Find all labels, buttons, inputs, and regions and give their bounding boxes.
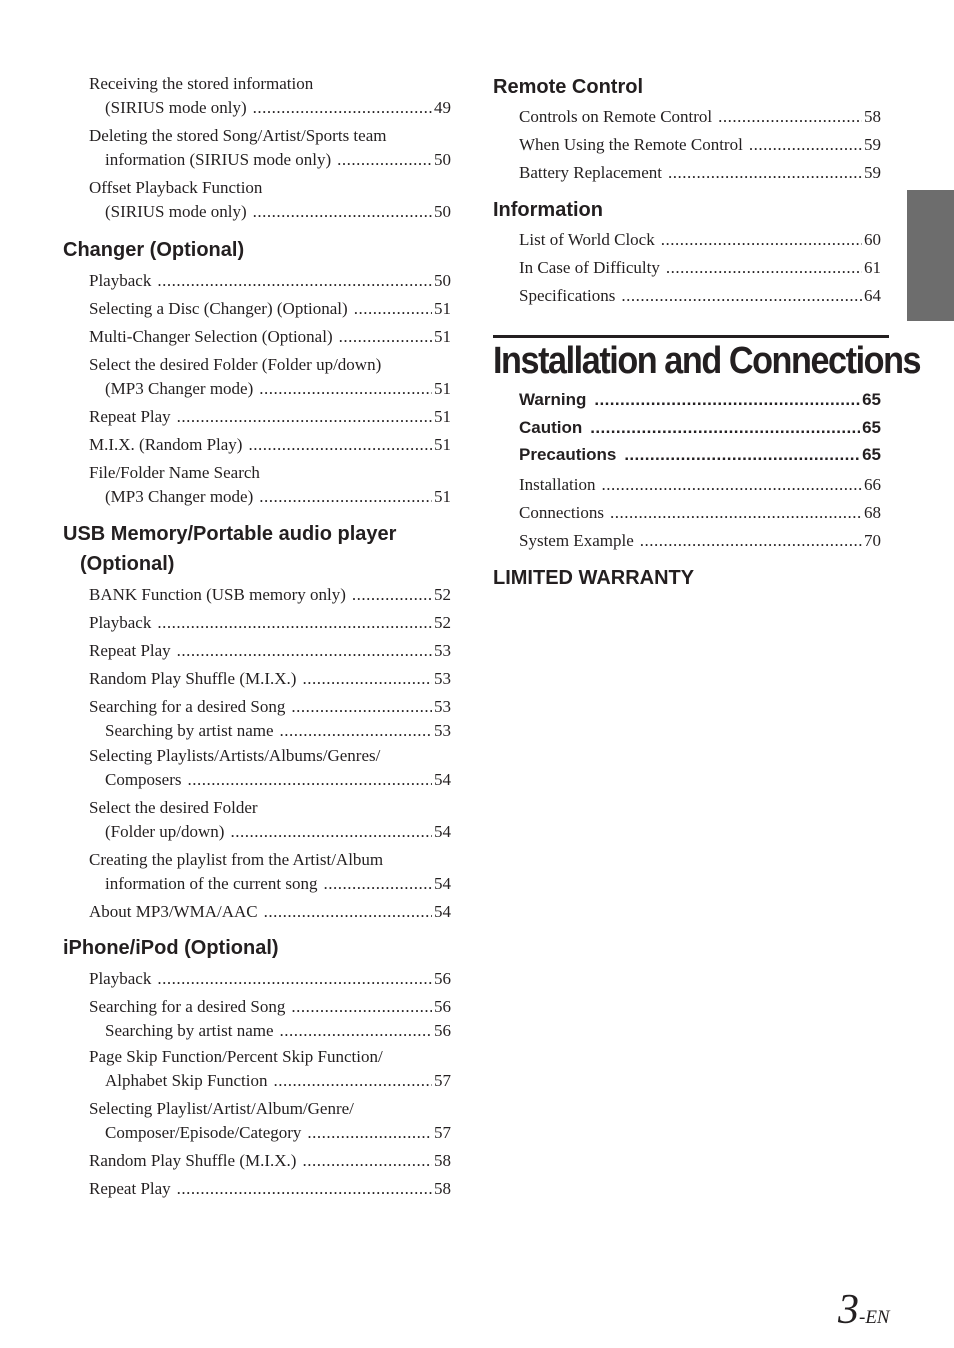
toc-entry-text: Searching by artist name	[105, 1021, 274, 1040]
toc-entry-bold[interactable]	[493, 441, 881, 469]
toc-entry-text: Repeat Play	[89, 641, 171, 660]
dot-leader	[177, 1177, 432, 1201]
toc-entry-text: (SIRIUS mode only)	[105, 98, 247, 117]
page-ref: 57	[434, 1123, 451, 1142]
page-ref: 64	[864, 286, 881, 305]
dot-leader	[640, 529, 862, 553]
toc-entry-text: System Example	[519, 530, 634, 550]
dot-leader	[601, 473, 862, 497]
toc-entry-text: When Using the Remote Control	[519, 135, 743, 154]
toc-entry[interactable]	[63, 695, 451, 743]
toc-entry[interactable]	[63, 796, 451, 844]
page-ref: 50	[434, 150, 451, 169]
dot-leader	[307, 1121, 432, 1145]
dot-leader	[280, 719, 432, 743]
page-ref: 53	[434, 669, 451, 688]
toc-entry[interactable]	[63, 1045, 451, 1093]
toc-entry-text: information (SIRIUS mode only)	[105, 150, 332, 169]
page-ref: 54	[434, 822, 451, 841]
toc-entry-text: Repeat Play	[89, 1179, 171, 1198]
toc-right-column	[493, 72, 921, 593]
toc-entry[interactable]	[63, 176, 451, 224]
toc-entry[interactable]	[493, 228, 881, 252]
toc-entry-bold[interactable]	[493, 386, 881, 414]
dot-leader	[177, 639, 432, 663]
toc-entry-text: Alphabet Skip Function	[105, 1071, 268, 1090]
toc-entry[interactable]	[63, 900, 451, 924]
page-ref: 56	[434, 997, 451, 1016]
toc-entry-text: Random Play Shuffle (M.I.X.)	[89, 669, 297, 688]
dot-leader	[302, 667, 432, 691]
toc-entry[interactable]	[63, 461, 451, 509]
toc-entry-text: Controls on Remote Control	[519, 107, 713, 126]
dot-leader	[253, 200, 432, 224]
section-title-warranty: LIMITED WARRANTY	[493, 566, 695, 589]
dot-leader	[253, 96, 432, 120]
toc-entry[interactable]	[63, 967, 451, 991]
page-ref: 53	[434, 697, 451, 716]
page-ref: 51	[434, 407, 451, 426]
section-title-changer: Changer (Optional)	[63, 239, 245, 261]
dot-leader	[188, 768, 433, 792]
toc-entry-text: About MP3/WMA/AAC	[89, 902, 258, 921]
page-ref: 65	[862, 390, 881, 409]
chapter-side-tab	[907, 190, 954, 321]
dot-leader	[264, 900, 432, 924]
page-ref: 51	[434, 435, 451, 454]
dot-leader	[666, 256, 862, 280]
dot-leader	[718, 105, 862, 129]
chapter-title-installation: Installation and Connections	[493, 340, 921, 382]
toc-entry-text: In Case of Difficulty	[519, 258, 660, 277]
toc-entry-text: (Folder up/down)	[105, 822, 225, 841]
dot-leader	[230, 820, 432, 844]
page-ref: 56	[434, 1021, 451, 1040]
toc-entry-text: Receiving the stored information	[89, 74, 314, 93]
toc-entry[interactable]	[63, 124, 451, 172]
toc-subentry[interactable]	[89, 1019, 451, 1043]
dot-leader	[302, 1149, 432, 1173]
page-ref: 51	[434, 487, 451, 506]
page-ref: 66	[864, 474, 881, 494]
page-ref: 52	[434, 613, 451, 632]
toc-entry[interactable]	[63, 1177, 451, 1201]
section-ipod-entries	[63, 967, 451, 1201]
toc-entry-bold[interactable]	[493, 414, 881, 442]
toc-entry-text: Playback	[89, 969, 152, 988]
dot-leader	[352, 583, 432, 607]
dot-leader	[339, 325, 432, 349]
dot-leader	[291, 995, 432, 1019]
page-ref: 56	[434, 969, 451, 988]
toc-entry[interactable]	[493, 105, 881, 129]
page-ref: 50	[434, 202, 451, 221]
toc-entry-text: Installation	[519, 474, 596, 494]
toc-entry[interactable]	[63, 583, 451, 607]
toc-entry[interactable]	[63, 269, 451, 293]
toc-entry-text: Deleting the stored Song/Artist/Sports team	[89, 126, 387, 145]
toc-entry[interactable]	[63, 72, 451, 120]
toc-entry-text: Page Skip Function/Percent Skip Function/	[89, 1047, 383, 1066]
page-ref: 53	[434, 721, 451, 740]
dot-leader	[668, 161, 862, 185]
page-ref: 68	[864, 502, 881, 522]
page-ref: 51	[434, 327, 451, 346]
toc-entry[interactable]	[63, 744, 451, 792]
section-information-entries	[493, 228, 881, 308]
toc-entry-text: Searching for a desired Song	[89, 697, 286, 716]
toc-entry[interactable]	[493, 256, 881, 280]
toc-entry-text: Battery Replacement	[519, 163, 663, 182]
toc-entry-text: Creating the playlist from the Artist/Album	[89, 850, 384, 869]
toc-entry-text: information of the current song	[105, 874, 318, 893]
toc-subentry[interactable]	[89, 719, 451, 743]
dot-leader	[590, 414, 860, 442]
toc-entry-text: Composer/Episode/Category	[105, 1123, 302, 1142]
toc-entry-text: Multi-Changer Selection (Optional)	[89, 327, 333, 346]
toc-entry[interactable]	[63, 1149, 451, 1173]
dot-leader	[621, 284, 862, 308]
toc-entry[interactable]	[493, 284, 881, 308]
toc-entry[interactable]	[63, 995, 451, 1043]
toc-entry[interactable]	[63, 405, 451, 429]
page-ref: 54	[434, 902, 451, 921]
dot-leader	[280, 1019, 432, 1043]
toc-left-column	[63, 72, 451, 1201]
dot-leader	[259, 377, 432, 401]
toc-entry-text: File/Folder Name Search	[89, 463, 260, 482]
dot-leader	[177, 405, 432, 429]
page-number-suffix: -EN	[859, 1307, 890, 1328]
toc-entry-text: Caution	[519, 417, 583, 437]
dot-leader	[337, 148, 432, 172]
toc-entry-text: Repeat Play	[89, 407, 171, 426]
page-ref: 60	[864, 230, 881, 249]
dot-leader	[749, 133, 862, 157]
toc-entry-text: Selecting Playlists/Artists/Albums/Genres/	[89, 746, 381, 765]
page-ref: 58	[434, 1179, 451, 1198]
page-number-value: 3	[838, 1287, 859, 1333]
toc-entry[interactable]	[63, 667, 451, 691]
toc-entry-text: Playback	[89, 613, 152, 632]
page-ref: 53	[434, 641, 451, 660]
section-title-ipod: iPhone/iPod (Optional)	[63, 937, 279, 959]
section-title-usb: USB Memory/Portable audio player (Optional)	[63, 523, 397, 575]
page-ref: 49	[434, 98, 451, 117]
dot-leader	[610, 501, 862, 525]
page-ref: 52	[434, 585, 451, 604]
dot-leader	[273, 1069, 432, 1093]
toc-entry[interactable]	[63, 639, 451, 663]
toc-entry[interactable]	[63, 297, 451, 321]
toc-entry-text: Offset Playback Function	[89, 178, 263, 197]
toc-entry-text: Warning	[519, 390, 587, 409]
page-ref: 51	[434, 379, 451, 398]
section-title-information: Information	[493, 199, 603, 221]
section-changer-entries	[63, 269, 451, 509]
page-ref: 59	[864, 135, 881, 154]
toc-entry[interactable]	[493, 161, 881, 185]
toc-entry-text: Selecting Playlist/Artist/Album/Genre/	[89, 1099, 354, 1118]
toc-entry-text: Random Play Shuffle (M.I.X.)	[89, 1151, 297, 1170]
section-usb-entries	[63, 583, 451, 924]
page-ref: 51	[434, 299, 451, 318]
dot-leader	[594, 386, 860, 414]
page-ref: 54	[434, 874, 451, 893]
toc-entry[interactable]	[493, 529, 881, 553]
toc-entry-text: (MP3 Changer mode)	[105, 487, 254, 506]
page-ref: 70	[864, 530, 881, 550]
toc-entry[interactable]	[63, 1097, 451, 1145]
dot-leader	[323, 872, 432, 896]
toc-entry-text: Precautions	[519, 445, 617, 465]
section-remote-entries	[493, 105, 881, 185]
toc-entry-text: Playback	[89, 271, 152, 290]
section-installation-entries	[493, 386, 881, 553]
page-number	[838, 1286, 890, 1334]
toc-entry-text: Searching by artist name	[105, 721, 274, 740]
toc-entry[interactable]	[63, 848, 451, 896]
dot-leader	[157, 967, 432, 991]
toc-entry-text: BANK Function (USB memory only)	[89, 585, 346, 604]
page-ref: 65	[862, 445, 881, 465]
dot-leader	[248, 433, 432, 457]
toc-entry-text: Searching for a desired Song	[89, 997, 286, 1016]
page-ref: 58	[864, 107, 881, 126]
dot-leader	[354, 297, 432, 321]
toc-entry-text: Select the desired Folder	[89, 798, 258, 817]
toc-entry[interactable]	[63, 611, 451, 635]
dot-leader	[157, 269, 432, 293]
page-ref: 57	[434, 1071, 451, 1090]
dot-leader	[291, 695, 432, 719]
page-ref: 50	[434, 271, 451, 290]
toc-entry-text: Connections	[519, 502, 604, 522]
toc-entry-text: Specifications	[519, 286, 616, 305]
page-ref: 58	[434, 1151, 451, 1170]
toc-entry-text: (MP3 Changer mode)	[105, 379, 254, 398]
toc-entry-text: Select the desired Folder (Folder up/down)	[89, 355, 382, 374]
toc-entry[interactable]	[63, 353, 451, 401]
dot-leader	[259, 485, 432, 509]
dot-leader	[157, 611, 432, 635]
dot-leader	[661, 228, 862, 252]
toc-entry-text: Composers	[105, 770, 182, 789]
toc-entry[interactable]	[493, 133, 881, 157]
toc-entry-text: M.I.X. (Random Play)	[89, 435, 243, 454]
page-ref: 59	[864, 163, 881, 182]
toc-entry[interactable]	[63, 325, 451, 349]
toc-entry-text: Selecting a Disc (Changer) (Optional)	[89, 299, 348, 318]
dot-leader	[624, 441, 860, 469]
toc-entry-text: List of World Clock	[519, 230, 655, 249]
page-ref: 65	[862, 417, 881, 437]
toc-entry[interactable]	[63, 433, 451, 457]
page-ref: 61	[864, 258, 881, 277]
toc-entry[interactable]	[493, 473, 881, 497]
toc-entry-text: (SIRIUS mode only)	[105, 202, 247, 221]
section-title-remote: Remote Control	[493, 76, 643, 98]
toc-entry[interactable]	[493, 501, 881, 525]
page-ref: 54	[434, 770, 451, 789]
